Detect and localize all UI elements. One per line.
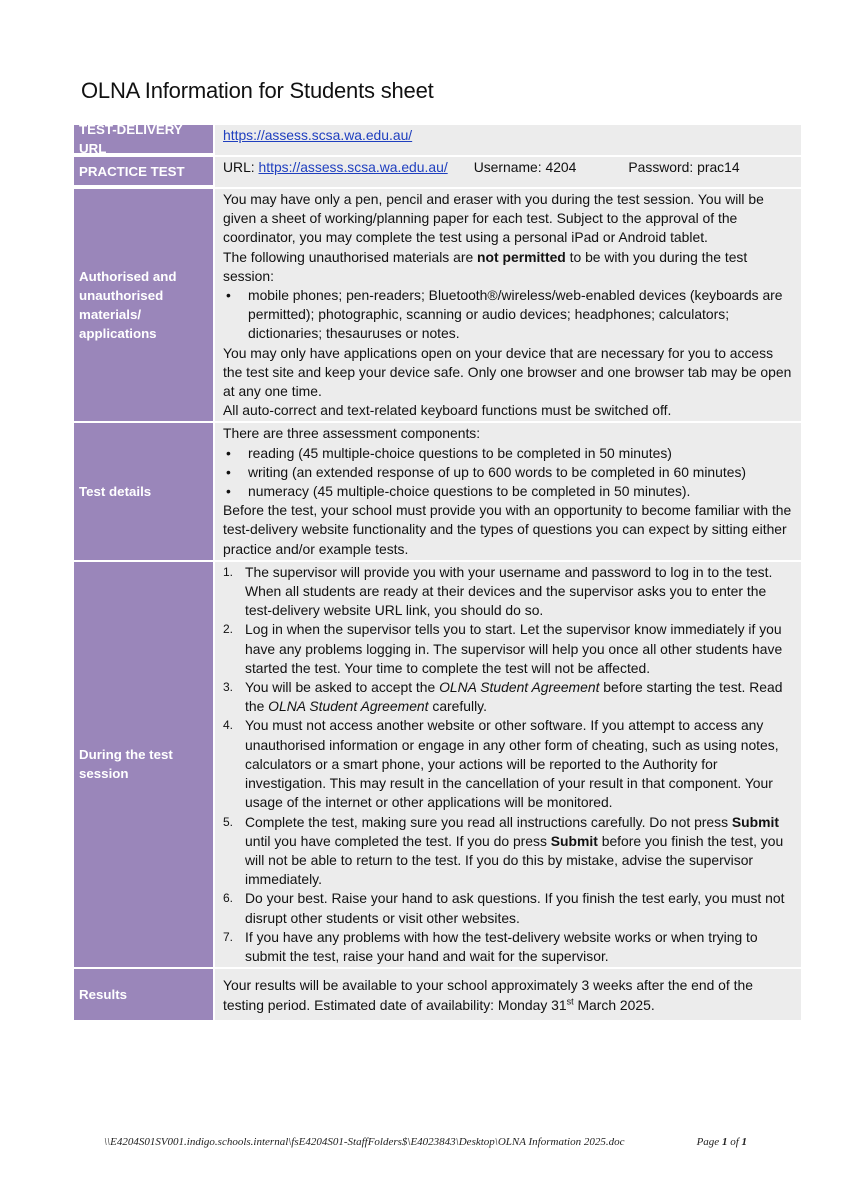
footer-page-number: Page 1 of 1 bbox=[696, 1136, 747, 1148]
row-label-practice-test: PRACTICE TEST bbox=[74, 157, 215, 185]
list-item-text: If you have any problems with how the test-delivery website works or when trying to submit the test, raise your hand and wait for the supervisor. bbox=[245, 928, 758, 964]
list-item-number: 2. bbox=[223, 622, 234, 637]
row-value-during-session bbox=[215, 562, 801, 967]
details-intro: There are three assessment components: bbox=[223, 425, 481, 442]
practice-url-label: URL: bbox=[223, 159, 255, 175]
row-label-test-details: Test details bbox=[74, 423, 215, 559]
materials-bullet-list bbox=[223, 286, 795, 344]
list-item bbox=[223, 620, 795, 678]
list-item-text: The supervisor will provide you with your username and password to log in to the test. When all students are ready at their devices and the supervisor asks you to enter the test-delivery website URL link, you should do so. bbox=[245, 563, 773, 619]
list-item-number: 5. bbox=[223, 814, 234, 829]
row-value-results bbox=[215, 969, 801, 1020]
row-value-practice-test bbox=[215, 157, 801, 187]
practice-url-link[interactable]: https://assess.scsa.wa.edu.au/ bbox=[258, 159, 448, 175]
practice-username: Username: 4204 bbox=[473, 159, 577, 175]
materials-paragraph-4: All auto-correct and text-related keyboard functions must be switched off. bbox=[223, 402, 672, 419]
list-item-text: Do your best. Raise your hand to ask questions. If you finish the test early, you must not disrupt other students or visit other websites. bbox=[245, 890, 785, 926]
list-item-text: Log in when the supervisor tells you to start. Let the supervisor know immediately if you have any problems logging in. The supervisor will help you once all other students have started the test. Your time to complete the test will not be affected. bbox=[245, 621, 783, 676]
page-footer bbox=[104, 1136, 747, 1148]
results-text: Your results will be available to your school approximately 3 weeks after the end of the testing period. Estimated date of availability: Monday 31st March 2025. bbox=[223, 977, 753, 1014]
materials-paragraph-2: The following unauthorised materials are not permitted to be with you during the test session: bbox=[223, 248, 748, 284]
list-item-text: Complete the test, making sure you read all instructions carefully. Do not press Submit until you have completed the test. If you do press Submit before you finish the test, you will not be able to return to the test. If you do this by mistake, advise the supervisor immediately. bbox=[245, 813, 784, 888]
list-item bbox=[223, 889, 795, 927]
list-item bbox=[223, 563, 795, 621]
list-item: • mobile phones; pen-readers; Bluetooth®/wireless/web-enabled devices (keyboards are permitted); photographic, scanning or audio devices; headphones; calculators; dictionaries; thesauruses or notes. bbox=[223, 286, 795, 344]
details-bullet-list bbox=[223, 444, 795, 502]
row-label-during-session: During the test session bbox=[74, 562, 215, 967]
info-table bbox=[74, 122, 801, 1020]
list-item bbox=[223, 928, 795, 966]
row-value-test-delivery-url bbox=[215, 125, 801, 155]
list-item-text: You must not access another website or other software. If you attempt to access any unauthorised information or engage in any other form of cheating, such as using notes, calculators or a smart phone, your actions will be reported to the Authority for investigation. This may result in the cancellation of your result in that component. Your usage of the internet or other applications will be monitored. bbox=[245, 717, 779, 811]
materials-paragraph-1: You may have only a pen, pencil and eraser with you during the test session. You will be given a sheet of working/planning paper for each test. Subject to the approval of the coordinator, you may complete the test using a personal iPad or Android tablet. bbox=[223, 191, 764, 246]
row-label-materials: Authorised and unauthorised materials/ applications bbox=[74, 189, 215, 421]
list-item-number: 4. bbox=[223, 718, 234, 733]
list-item-number: 3. bbox=[223, 680, 234, 695]
details-outro: Before the test, your school must provide you with an opportunity to become familiar with the test-delivery website functionality and the types of questions you can expect by sitting either practice and/or example tests. bbox=[223, 502, 792, 557]
list-item-number: 6. bbox=[223, 891, 234, 906]
row-value-materials bbox=[215, 189, 801, 421]
list-item: • numeracy (45 multiple-choice questions to be completed in 50 minutes). bbox=[223, 482, 795, 501]
footer-file-path: \\E4204S01SV001.indigo.schools.internal\fsE4204S01-StaffFolders$\E4023843\Desktop\OLNA Information 2025.doc bbox=[104, 1136, 625, 1148]
session-numbered-list bbox=[223, 563, 795, 966]
list-item-text: You will be asked to accept the OLNA Student Agreement before starting the test. Read the OLNA Student Agreement carefully. bbox=[245, 679, 783, 715]
test-delivery-link[interactable]: https://assess.scsa.wa.edu.au/ bbox=[223, 127, 413, 143]
materials-paragraph-3: You may only have applications open on your device that are necessary for you to access the test site and keep your device safe. Only one browser and one browser tab may be open at any one time. bbox=[223, 344, 792, 400]
list-item bbox=[223, 716, 795, 812]
list-item: • writing (an extended response of up to 600 words to be completed in 60 minutes) bbox=[223, 463, 795, 482]
row-value-test-details bbox=[215, 423, 801, 559]
row-label-results: Results bbox=[74, 969, 215, 1020]
practice-password: Password: prac14 bbox=[628, 159, 740, 175]
list-item bbox=[223, 813, 795, 890]
page-title: OLNA Information for Students sheet bbox=[81, 78, 434, 103]
list-item-number: 7. bbox=[223, 929, 234, 944]
list-item-number: 1. bbox=[223, 564, 234, 579]
row-label-test-delivery-url: TEST-DELIVERY URL bbox=[74, 125, 215, 153]
list-item bbox=[223, 678, 795, 716]
list-item: • reading (45 multiple-choice questions to be completed in 50 minutes) bbox=[223, 444, 795, 463]
